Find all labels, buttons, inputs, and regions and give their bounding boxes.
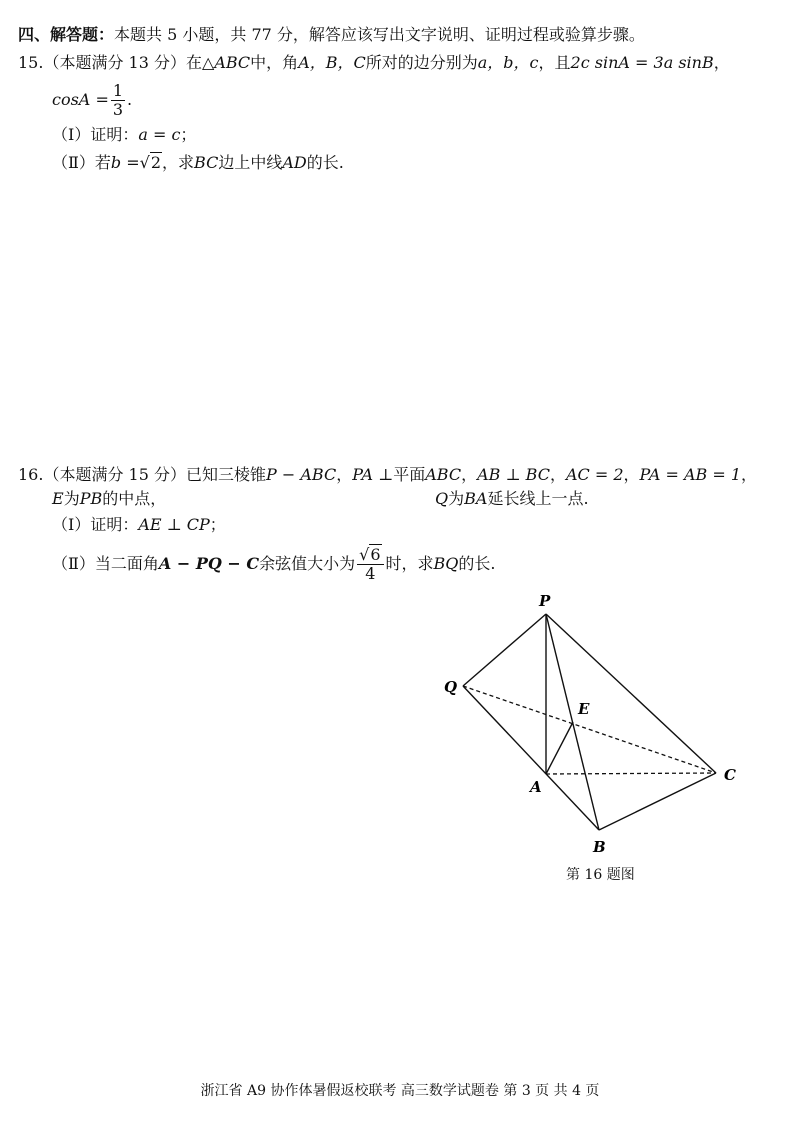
q16-math: PA = AB = 1 [639,465,742,484]
q16-math: BA [464,489,488,508]
q15-equation: 2c sinA = 3a sinB [570,53,714,72]
q16-text: 为 [448,489,465,508]
q15-part1-label: （Ⅰ）证明： [52,125,139,144]
q15-math: AD [282,153,307,172]
q16-text: 余弦值大小为 [259,554,356,573]
q16-text: 的中点， [102,489,167,508]
q16-text: ， [741,465,758,484]
q16-text: ， [549,465,566,484]
q15-text: 在△ [186,53,215,72]
q15-points: （本题满分 13 分） [43,53,186,72]
page-footer: 浙江省 A9 协作体暑假返校联考 高三数学试题卷 第 3 页 共 4 页 [200,1083,600,1099]
fraction-denominator: 4 [365,564,376,583]
sqrt-radicand: 2 [150,153,162,172]
q15-number: 15. [18,53,44,72]
q15-math: a，b，c [477,53,539,72]
q16-text: 为 [63,489,80,508]
q16-text: ， [461,465,478,484]
q16-part1-expr: AE ⊥ CP [138,515,210,534]
q16-text: ， [623,465,640,484]
q15-math: BC [194,153,219,172]
q15-text: ，且 [538,53,571,72]
q16-part1-label: （Ⅰ）证明： [52,515,139,534]
q15-cos-label: cosA = [52,90,109,109]
q16-math: BQ [433,554,459,573]
q15-text: ， [713,53,730,72]
edge-QC [463,686,716,773]
q15-text: 的长. [306,153,344,172]
q16-text: 已知三棱锥 [186,465,267,484]
section-heading: 四、解答题： [18,25,115,44]
q15-text: 所对的边分别为 [365,53,478,72]
vertex-label-C: C [724,766,736,784]
vertex-label-A: A [530,778,542,796]
q16-math: PA ⊥ [352,465,394,484]
q16-number: 16. [18,465,44,484]
q16-text: 延长线上一点. [487,489,589,508]
q15-part1-expr: a = c [138,125,181,144]
sqrt-radicand: 6 [370,545,381,564]
edge-BC [599,773,716,830]
vertex-label-Q: Q [444,678,458,696]
q15-text: . [127,90,133,109]
edge-PQ [463,614,546,686]
q16-text: ； [209,515,226,534]
q15-text: 中，角 [250,53,299,72]
q16-math: E [52,489,64,508]
q15-text: ，求 [162,153,195,172]
vertex-label-E: E [578,700,590,718]
q16-text: ， [336,465,353,484]
q16-text: 的长. [458,554,496,573]
q16-points: （本题满分 15 分） [43,465,186,484]
q15-math: ABC [214,53,251,72]
q15-part2-label: （Ⅱ）若 [52,153,111,172]
sqrt-symbol: √2 [139,153,162,172]
q16-text: 时，求 [385,554,434,573]
q16-math: AB ⊥ BC [477,465,550,484]
vertex-label-B: B [593,838,606,856]
q16-math: AC = 2 [565,465,624,484]
edge-AE [546,722,573,774]
edge-AC [546,773,716,774]
q16-math: Q [435,489,449,508]
fraction-numerator: 1 [112,81,124,100]
q15-part2-expr: b = [110,153,140,172]
vertex-label-P: P [539,592,551,610]
q15-math: A，B，C [298,53,366,72]
q15-text: 边上中线 [218,153,283,172]
q15-text: ； [180,125,197,144]
figure-caption: 第 16 题图 [566,867,635,883]
q16-part2-label: （Ⅱ）当二面角 [52,554,159,573]
q16-math: ABC [425,465,462,484]
q16-math: PB [79,489,103,508]
q16-part2-expr: A − PQ − C [158,554,260,573]
q16-math: P − ABC [266,465,337,484]
fraction-denominator: 3 [112,100,124,119]
edge-PC [546,614,716,773]
q16-text: 平面 [393,465,426,484]
section-instructions: 本题共 5 小题，共 77 分，解答应该写出文字说明、证明过程或验算步骤。 [114,25,645,44]
fraction-numerator: √6 [357,546,383,565]
